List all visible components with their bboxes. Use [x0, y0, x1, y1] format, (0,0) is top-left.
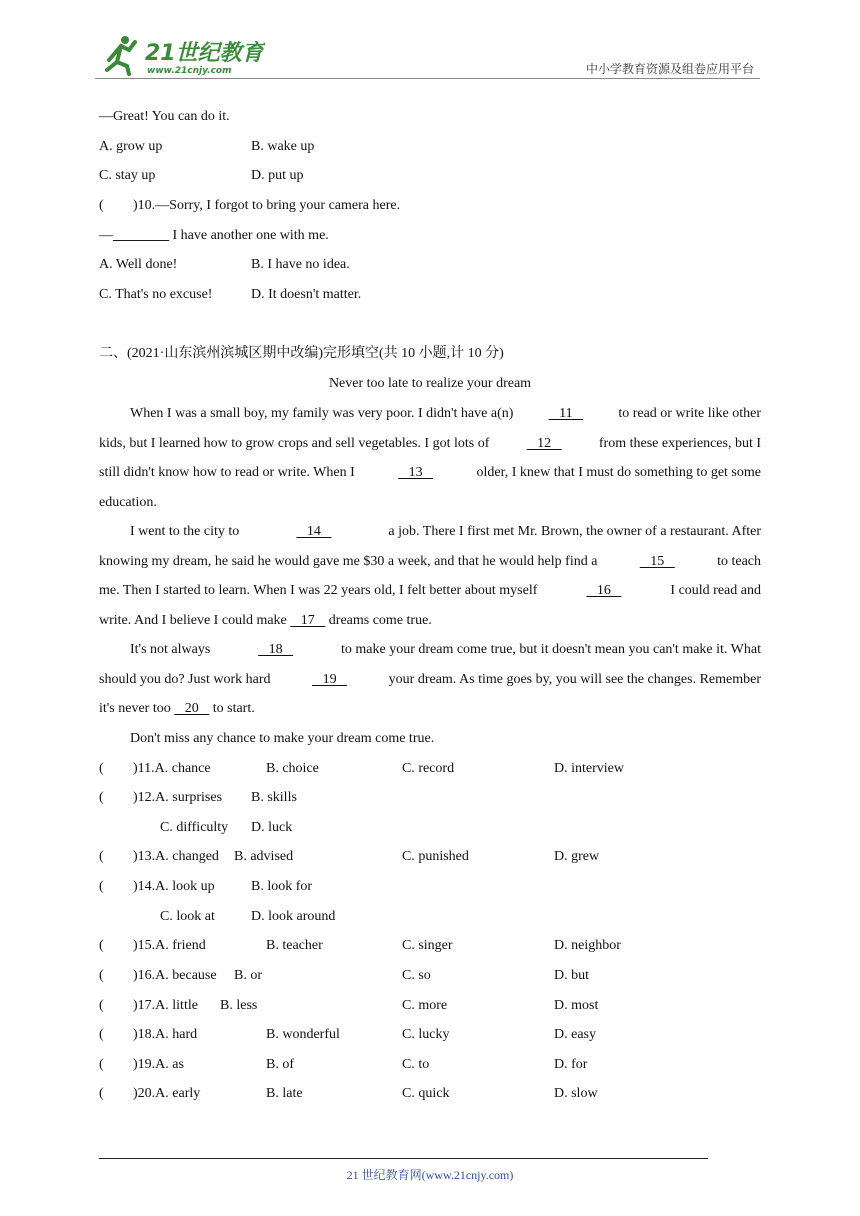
question-option-b: B. wonderful: [266, 1027, 340, 1042]
passage-title: Never too late to realize your dream: [328, 376, 532, 391]
passage-text: to read or write like other: [618, 406, 761, 421]
svg-text:www.21cnjy.com: www.21cnjy.com: [147, 66, 232, 76]
question-option-c: C. lucky: [402, 1027, 450, 1042]
question-option-d: D. neighbor: [554, 938, 621, 953]
passage-line: [99, 435, 761, 453]
passage-text: me. Then I started to learn. When I was 22 years old, I felt better about myself: [99, 583, 538, 599]
passage-text: It's not always: [130, 642, 211, 657]
q9-option-d: D. put up: [251, 168, 304, 183]
passage-text: from these experiences, but I: [598, 435, 761, 451]
passage-line: [99, 494, 157, 512]
passage-line: [130, 523, 761, 541]
passage-blank: 13: [398, 465, 434, 481]
question-option-b: B. of: [266, 1057, 294, 1072]
passage-blank: 18: [258, 642, 294, 657]
passage-text: dreams come true.: [328, 612, 432, 628]
question-option-a: )11.A. chance: [133, 761, 211, 776]
q10-prompt: )10.—Sorry, I forgot to bring your camera here.: [133, 198, 401, 213]
q9-option-a: A. grow up: [99, 139, 163, 154]
passage-blank: 15: [639, 553, 675, 569]
q10-paren: (: [99, 198, 104, 213]
question-option-c: C. more: [402, 998, 448, 1013]
q10-option-b: B. I have no idea.: [251, 257, 350, 272]
passage-text: your dream. As time goes by, you will see the changes. Remember: [388, 671, 761, 687]
passage-text: education.: [99, 494, 157, 510]
question-option-d: D. for: [554, 1057, 588, 1072]
question-option-c: C. record: [402, 761, 455, 776]
question-option-d: D. most: [554, 998, 599, 1013]
passage-text: I went to the city to: [130, 524, 240, 539]
question-paren: (: [99, 849, 104, 864]
q10-option-d: D. It doesn't matter.: [251, 287, 362, 302]
question-option-a: )18.A. hard: [133, 1027, 198, 1042]
passage-closing: Don't miss any chance to make your dream come true.: [130, 731, 435, 746]
question-paren: (: [99, 1057, 104, 1072]
question-option-b: B. late: [266, 1086, 303, 1101]
21cnjy-logo: [95, 32, 265, 76]
passage-text: older, I knew that I must do something to get some: [476, 465, 761, 481]
question-option-d: D. grew: [554, 849, 600, 864]
question-option-b: B. less: [220, 998, 258, 1013]
passage-blank: 12: [526, 435, 562, 451]
question-option-d: D. interview: [554, 761, 624, 776]
passage-line: [99, 464, 761, 482]
passage-blank: 17: [290, 612, 326, 628]
q9-option-c: C. stay up: [99, 168, 156, 183]
svg-text:21世纪教育: 21世纪教育: [145, 41, 264, 66]
question-option-b: B. or: [234, 968, 262, 983]
question-option-c: C. punished: [402, 849, 469, 864]
passage-blank: 20: [174, 701, 210, 717]
question-option-a: )13.A. changed: [133, 849, 219, 864]
q10-option-a: A. Well done!: [99, 257, 178, 272]
section-heading: 二、(2021·山东滨州滨城区期中改编)完形填空(共 10 小题,计 10 分): [99, 346, 504, 361]
q9-reply: —Great! You can do it.: [99, 109, 230, 124]
question-option-a: )19.A. as: [133, 1057, 184, 1072]
passage-text: to teach: [717, 553, 761, 569]
question-option-a: )17.A. little: [133, 998, 198, 1013]
passage-line: [130, 641, 761, 659]
question-paren: (: [99, 998, 104, 1013]
passage-blank: 11: [548, 406, 584, 421]
question-paren: (: [99, 938, 104, 953]
passage-line: [130, 405, 761, 423]
question-option-b: B. choice: [266, 761, 319, 776]
passage-text: knowing my dream, he said he would gave me $30 a week, and that he would help find a: [99, 553, 598, 569]
question-option-c: C. quick: [402, 1086, 450, 1101]
question-option-d: D. easy: [554, 1027, 596, 1042]
question-option-d: D. luck: [251, 820, 293, 835]
question-option-a: )14.A. look up: [133, 879, 215, 894]
passage-blank: 14: [296, 524, 332, 539]
passage-line: [99, 553, 761, 571]
question-paren: (: [99, 1027, 104, 1042]
question-option-a: )20.A. early: [133, 1086, 201, 1101]
passage-text: it's never too: [99, 701, 171, 717]
page-header: [95, 30, 760, 78]
question-option-c: C. look at: [160, 909, 215, 924]
passage-text: should you do? Just work hard: [99, 671, 271, 687]
question-option-b: B. advised: [234, 849, 294, 864]
passage-text: kids, but I learned how to grow crops and sell vegetables. I got lots of: [99, 435, 490, 451]
q10-reply: —________ I have another one with me.: [99, 228, 329, 243]
question-option-b: B. look for: [251, 879, 313, 894]
question-option-a: )15.A. friend: [133, 938, 206, 953]
question-paren: (: [99, 968, 104, 983]
question-option-b: B. teacher: [266, 938, 323, 953]
footer-divider: [99, 1158, 708, 1159]
passage-text: When I was a small boy, my family was very poor. I didn't have a(n): [130, 406, 514, 421]
question-option-a: )16.A. because: [133, 968, 217, 983]
passage-line: [99, 612, 432, 630]
passage-blank: 19: [312, 671, 348, 687]
passage-text: to start.: [212, 701, 255, 717]
passage-text: to make your dream come true, but it doesn't mean you can't make it. What: [340, 642, 761, 657]
question-option-b: B. skills: [251, 790, 297, 805]
passage-text: a job. There I first met Mr. Brown, the owner of a restaurant. After: [388, 524, 761, 539]
question-option-a: )12.A. surprises: [133, 790, 223, 805]
question-paren: (: [99, 790, 104, 805]
passage-text: still didn't know how to read or write. When I: [99, 465, 355, 481]
question-paren: (: [99, 1086, 104, 1101]
footer-text: 21 世纪教育网(www.21cnjy.com): [346, 1168, 514, 1182]
question-option-d: D. slow: [554, 1086, 598, 1101]
question-paren: (: [99, 761, 104, 776]
q10-option-c: C. That's no excuse!: [99, 287, 213, 302]
passage-line: [99, 671, 761, 689]
passage-line: [99, 700, 255, 718]
question-option-c: C. difficulty: [160, 820, 229, 835]
passage-blank: 16: [586, 583, 622, 599]
q9-option-b: B. wake up: [251, 139, 315, 154]
question-option-c: C. to: [402, 1057, 430, 1072]
question-option-c: C. singer: [402, 938, 453, 953]
question-option-c: C. so: [402, 968, 431, 983]
platform-name: 中小学教育资源及组卷应用平台: [585, 62, 754, 76]
question-paren: (: [99, 879, 104, 894]
header-divider: [95, 78, 760, 79]
question-option-d: D. look around: [251, 909, 336, 924]
question-option-d: D. but: [554, 968, 589, 983]
q10-blank: ________: [113, 228, 169, 243]
passage-text: I could read and: [670, 583, 761, 599]
passage-text: write. And I believe I could make: [99, 612, 287, 628]
passage-line: [99, 582, 761, 600]
